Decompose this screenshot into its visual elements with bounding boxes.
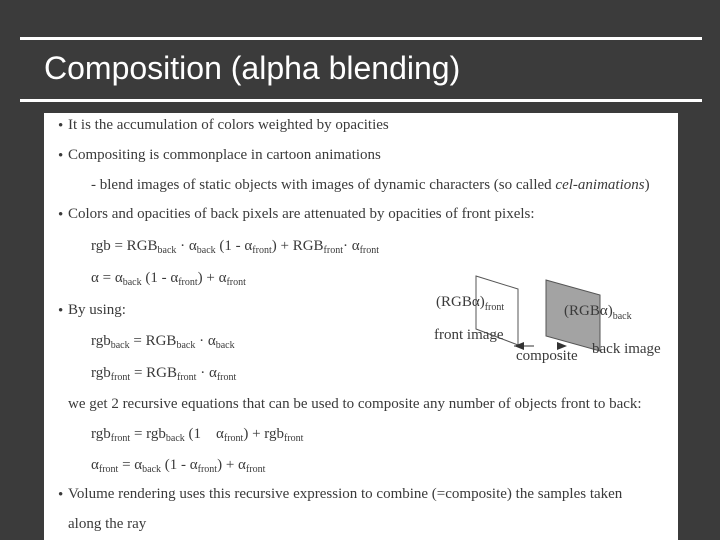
text-we-get: we get 2 recursive equations that can be used to composite any number of objects front to back: — [68, 396, 642, 412]
bullet-text-accumulation: It is the accumulation of colors weighted by opacities — [68, 117, 389, 133]
equation-recursive-rgb: rgb$_{front}$ = rgb$_{back}$ (1 $\alpha_{front}) + rgb_{front}$ — [91, 426, 304, 444]
back-image-caption: back image — [592, 341, 661, 357]
front-rgba-label: $(RGB\alpha)_{front}$ — [436, 294, 505, 313]
bullet-text-volume-rendering: Volume rendering uses this recursive expression to combine (=composite) the samples taken — [68, 486, 623, 502]
sub-item-close: ) — [644, 177, 650, 193]
bullet-text-volume-rendering-cont: along the ray — [68, 516, 147, 532]
composite-caption: composite — [516, 348, 578, 364]
bullet-dot: • — [58, 118, 64, 134]
back-rgba-label: $(RGB\alpha)_{back}$ — [564, 303, 632, 322]
bullet-text-by-using: By using: — [68, 302, 126, 318]
equation-recursive-alpha: $\alpha_{front} = \alpha_{back}$ $(1 - \alpha_{front}) + \alpha_{front}$ — [91, 457, 266, 475]
front-image-caption: front image — [434, 327, 504, 343]
cel-animations-term: cel-animations — [555, 177, 645, 193]
bullet-dot: • — [58, 148, 64, 164]
equation-rgb: rgb = $RGB_{back} \cdot \alpha_{back}$ $(1 - \alpha_{front}) + RGB_{front}\cdot \alpha_{front}$ — [91, 238, 380, 256]
equation-rgb-back: $rgb_{back} = RGB_{back} \cdot \alpha_{back}$ — [91, 333, 235, 351]
equation-alpha: $\alpha = \alpha_{back}$ $(1 - \alpha_{front}) + \alpha_{front}$ — [91, 270, 246, 288]
bullet-dot: • — [58, 303, 64, 319]
title-rule-top — [20, 37, 702, 40]
bullet-dot: • — [58, 487, 64, 503]
slide-content — [44, 113, 678, 540]
bullet-text-compositing: Compositing is commonplace in cartoon animations — [68, 147, 381, 163]
title-rule-bottom — [20, 99, 702, 102]
equation-rgb-front: $rgb_{front} = RGB_{front} \cdot \alpha_{front}$ — [91, 365, 237, 383]
bullet-text-attenuated: Colors and opacities of back pixels are attenuated by opacities of front pixels: — [68, 206, 535, 222]
slide-title: Composition (alpha blending) — [44, 50, 461, 86]
sub-item-text: - blend images of static objects with images of dynamic characters (so called — [91, 177, 556, 193]
bullet-dot: • — [58, 207, 64, 223]
composition-figure — [44, 113, 678, 540]
